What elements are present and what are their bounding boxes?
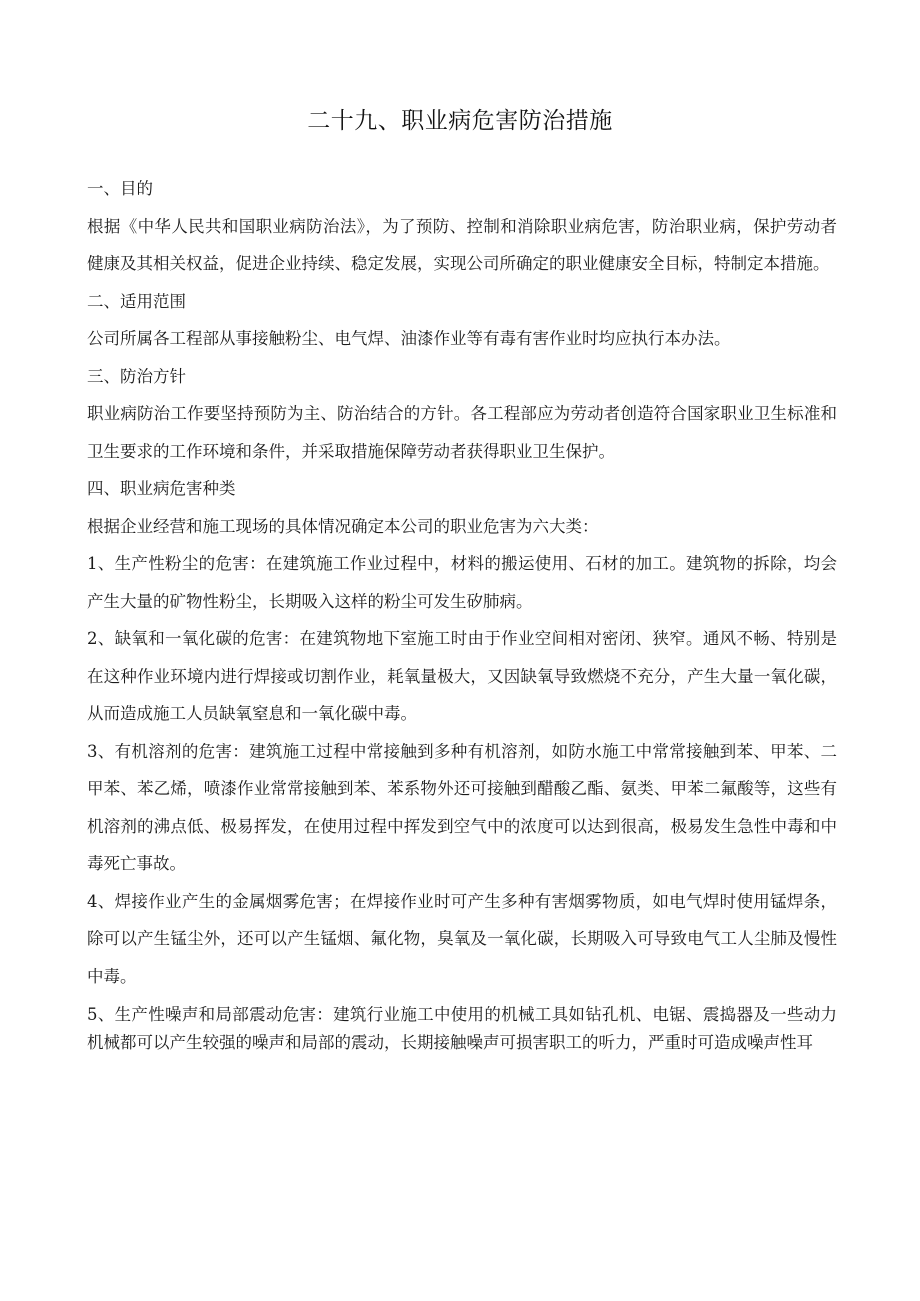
- section-heading-policy: 三、防治方针: [87, 366, 186, 386]
- document-title: 二十九、职业病危害防治措施: [307, 108, 613, 134]
- document-body: [87, 170, 837, 1057]
- section-heading-hazard-types: 四、职业病危害种类: [87, 479, 236, 498]
- hazard-item-noise-vibration: 5、生产性噪声和局部震动危害：建筑行业施工中使用的机械工具如钻孔机、电锯、震捣器及一些动力机械都可以产生较强的噪声和局部的震动，长期接触噪声可损害职工的听力，严重时可造成噪声性耳: [87, 1005, 837, 1052]
- paragraph-hazard-intro: 根据企业经营和施工现场的具体情况确定本公司的职业危害为六大类：: [87, 516, 599, 536]
- hazard-item-oxygen-co: 2、缺氧和一氧化碳的危害：在建筑物地下室施工时由于作业空间相对密闭、狭窄。通风不畅、特别是在这种作业环境内进行焊接或切割作业，耗氧量极大，又因缺氧导致燃烧不充分，产生大量一氧化碳，从而造成施工人员缺氧窒息和一氧化碳中毒。: [87, 629, 837, 723]
- hazard-item-dust: 1、生产性粉尘的危害：在建筑施工作业过程中，材料的搬运使用、石材的加工。建筑物的拆除，均会产生大量的矿物性粉尘，长期吸入这样的粉尘可发生矽肺病。: [87, 554, 837, 611]
- hazard-item-welding-fumes: 4、焊接作业产生的金属烟雾危害；在焊接作业时可产生多种有害烟雾物质，如电气焊时使用锰焊条，除可以产生锰尘外，还可以产生锰烟、氟化物，臭氧及一氧化碳，长期吸入可导致电气工人尘肺及慢性中毒。: [87, 891, 837, 986]
- hazard-item-solvents: 3、有机溶剂的危害：建筑施工过程中常接触到多种有机溶剂，如防水施工中常常接触到苯、甲苯、二甲苯、苯乙烯，喷漆作业常常接触到苯、苯系物外还可接触到醋酸乙酯、氨类、甲苯二氟酸等，这些有机溶剂的沸点低、极易挥发，在使用过程中挥发到空气中的浓度可以达到很高，极易发生急性中毒和中毒死亡事故。: [87, 741, 837, 873]
- section-heading-scope: 二、适用范围: [87, 291, 186, 311]
- paragraph-scope: 公司所属各工程部从事接触粉尘、电气焊、油漆作业等有毒有害作业时均应执行本办法。: [87, 329, 731, 348]
- section-heading-purpose: 一、目的: [87, 179, 153, 198]
- paragraph-purpose: 根据《中华人民共和国职业病防治法》，为了预防、控制和消除职业病危害，防治职业病，保护劳动者健康及其相关权益，促进企业持续、稳定发展，实现公司所确定的职业健康安全目标，特制定本措施。: [87, 216, 837, 273]
- paragraph-policy: 职业病防治工作要坚持预防为主、防治结合的方针。各工程部应为劳动者创造符合国家职业卫生标准和卫生要求的工作环境和条件，并采取措施保障劳动者获得职业卫生保护。: [87, 404, 837, 461]
